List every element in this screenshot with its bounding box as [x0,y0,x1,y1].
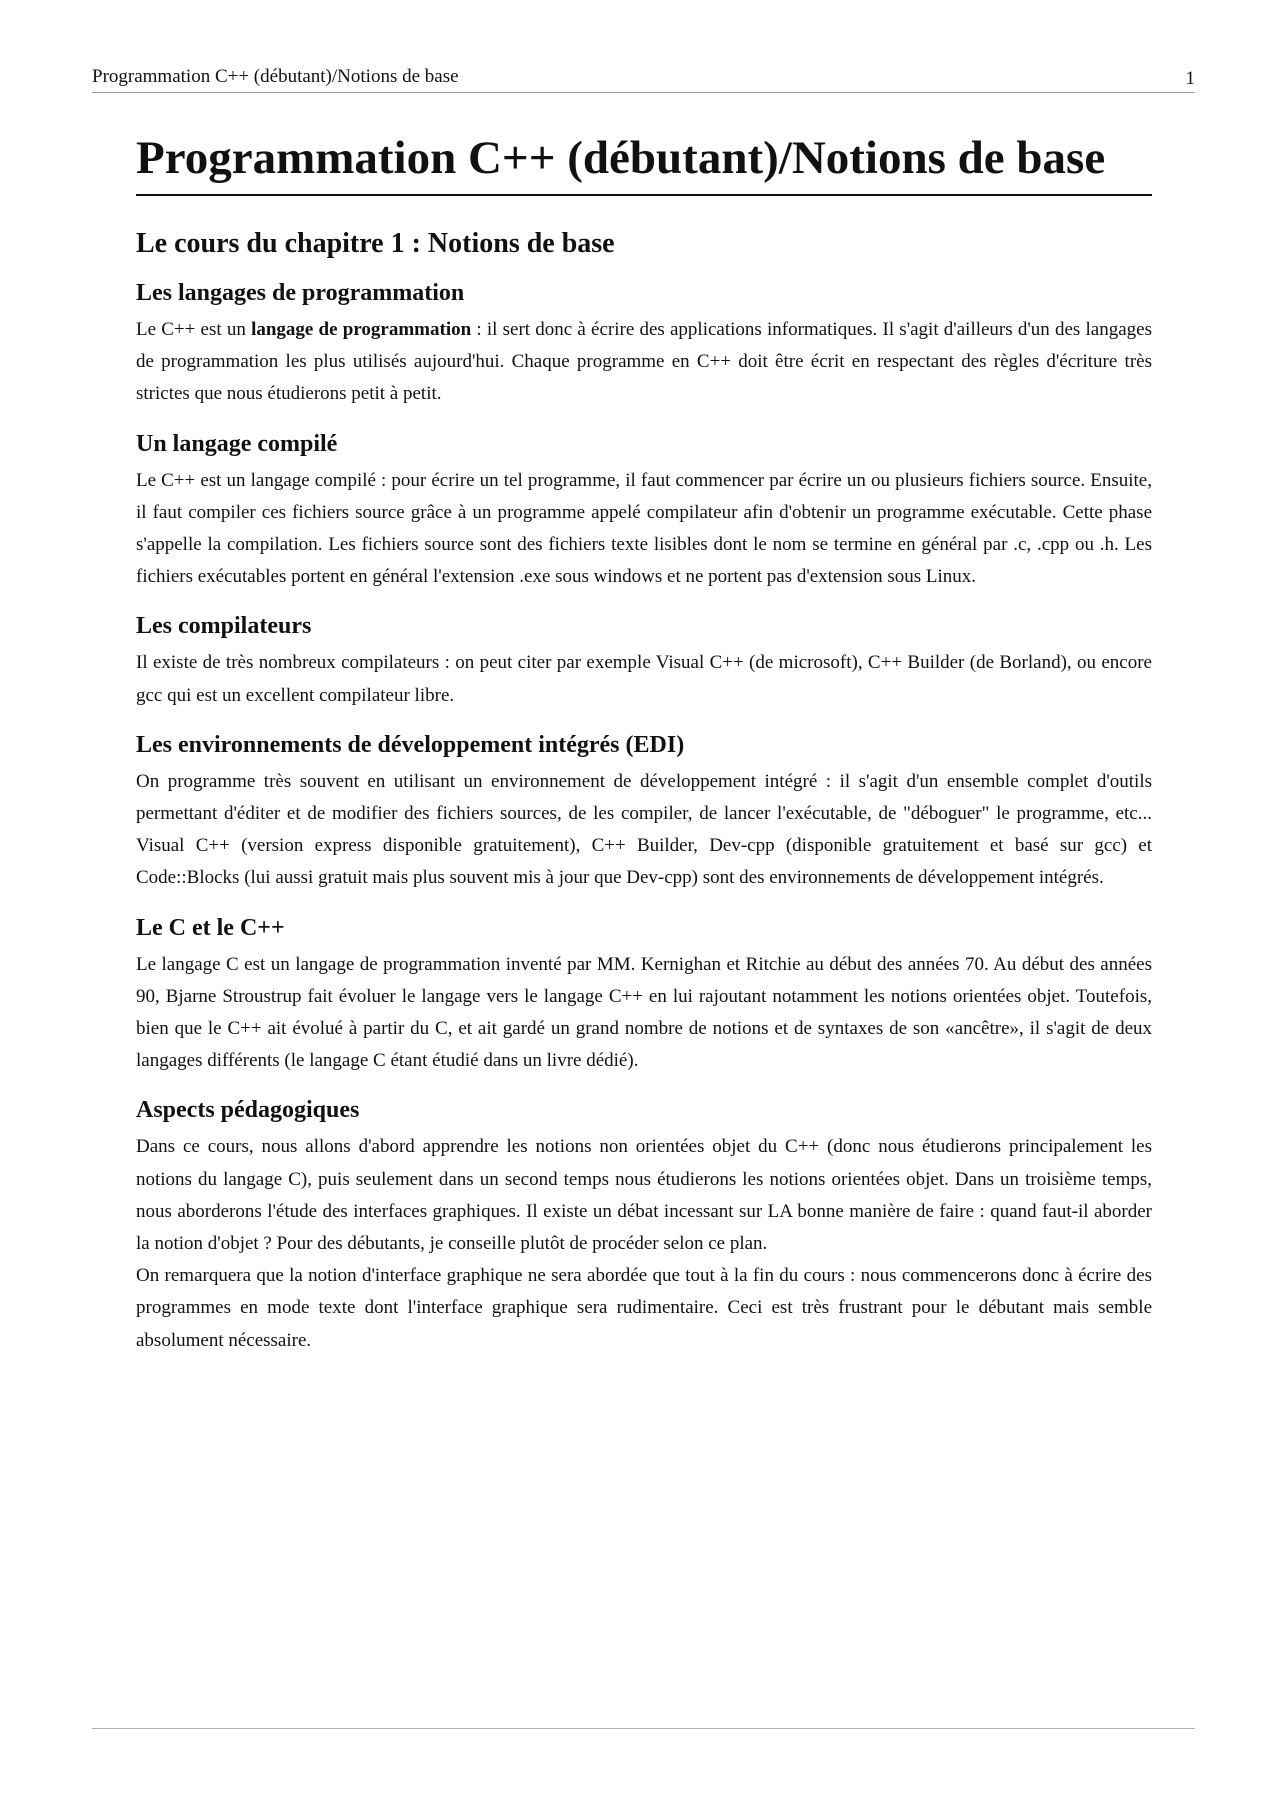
section-paragraph: On programme très souvent en utilisant un environnement de développement intégré : il s'agit d'un ensemble complet d'outils permettant d'éditer et de modifier des fichiers sources, de les compiler, de lancer l'exécutable, de "déboguer" le programme, etc... Visual C++ (version express disponible gratuitement), C++ Builder, Dev-cpp (disponible gratuitement et basé sur gcc) et Code::Blocks (lui aussi gratuit mais plus souvent mis à jour que Dev-cpp) sont des environnements de développement intégrés. [136,770,1152,889]
section-paragraph [136,314,1152,411]
section-c-et-cpp [136,911,1152,1078]
section-heading: Le C et le C++ [136,914,285,941]
section-paragraph: Le langage C est un langage de programmation inventé par MM. Kernighan et Ritchie au début des années 70. Au début des années 90, Bjarne Stroustrup fait évoluer le langage vers le langage C++ en lui rajoutant notamment les notions orientées objet. Toutefois, bien que le C++ ait évolué à partir du C, et ait gardé un grand nombre de notions et de syntaxes de son «ancêtre», il s'agit de deux langages différents (le langage C étant étudié dans un livre dédié). [136,953,1152,1072]
section-langages [136,276,1152,411]
section-compile [136,427,1152,594]
bold-term: langage de programmation [251,319,472,340]
section-compilateurs [136,609,1152,711]
paragraph-text: Le C++ est un [136,319,252,340]
page-title: Programmation C++ (débutant)/Notions de base [136,126,1152,196]
section-heading: Un langage compilé [136,430,338,457]
running-header-title: Programmation C++ (débutant)/Notions de base [92,66,459,87]
section-heading: Les langages de programmation [136,280,465,306]
chapter-heading: Le cours du chapitre 1 : Notions de base [136,228,615,259]
section-paragraph: Il existe de très nombreux compilateurs : on peut citer par exemple Visual C++ (de microsoft), C++ Builder (de Borland), ou encore gcc qui est un excellent compilateur libre. [136,652,1152,706]
section-heading: Les environnements de développement intégrés (EDI) [136,731,685,758]
section-heading: Aspects pédagogiques [136,1097,360,1124]
section-paragraph: Le C++ est un langage compilé : pour écrire un tel programme, il faut commencer par écrire un ou plusieurs fichiers source. Ensuite, il faut compiler ces fichiers source grâce à un programme appelé compilateur afin d'obtenir un programme exécutable. Cette phase s'appelle la compilation. Les fichiers source sont des fichiers texte lisibles dont le nom se termine en général par .c, .cpp ou .h. Les fichiers exécutables portent en général l'extension .exe sous windows et ne portent pas d'extension sous Linux. [136,469,1152,588]
paragraph-text: : il sert donc à écrire des applications informatiques. Il s'agit d'ailleurs d'un des langages de programmation les plus utilisés aujourd'hui. Chaque programme en C++ doit être écrit en respectant des règles d'écriture très strictes que nous étudierons petit à petit. [136,319,1152,405]
footer-rule [92,1728,1195,1729]
page-number: 1 [1185,68,1195,89]
page-content [136,126,1152,1357]
section-edi [136,728,1152,895]
section-paragraph: On remarquera que la notion d'interface graphique ne sera abordée que tout à la fin du cours : nous commencerons donc à écrire des programmes en mode texte dont l'interface graphique sera rudimentaire. Ceci est très frustrant pour le débutant mais semble absolument nécessaire. [136,1265,1152,1351]
section-heading: Les compilateurs [136,613,312,640]
section-paragraph: Dans ce cours, nous allons d'abord apprendre les notions non orientées objet du C++ (donc nous étudierons principalement les notions du langage C), puis seulement dans un second temps nous étudierons les notions orientées objet. Dans un troisième temps, nous aborderons l'étude des interfaces graphiques. Il existe un débat incessant sur LA bonne manière de faire : quand faut-il aborder la notion d'objet ? Pour des débutants, je conseille plutôt de procéder selon ce plan. [136,1136,1152,1255]
section-pedagogie [136,1093,1152,1356]
running-header [92,64,1195,93]
